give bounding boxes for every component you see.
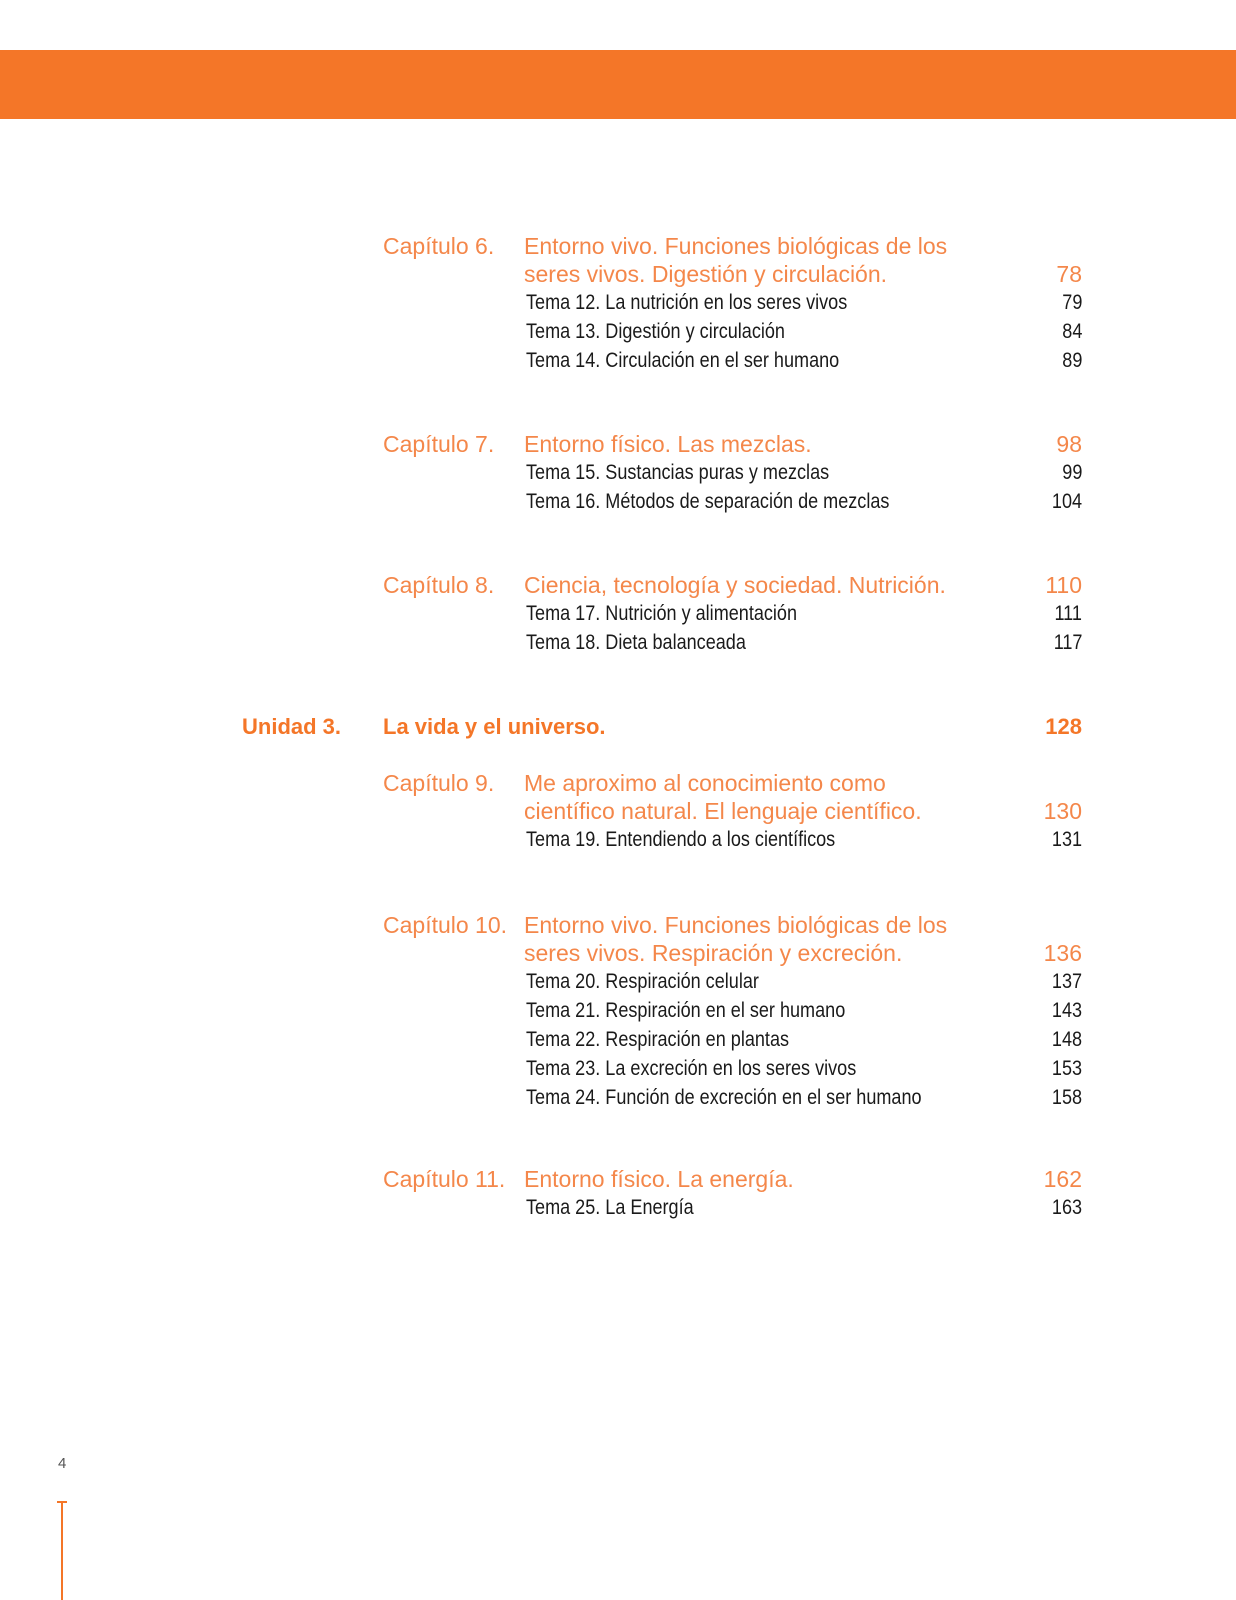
chapter-title: científico natural. El lenguaje científico. xyxy=(524,798,922,824)
chapter-page: 98 xyxy=(1056,431,1082,457)
chapter-title: Entorno físico. Las mezclas. xyxy=(524,431,812,457)
unit-title: La vida y el universo. xyxy=(383,714,606,739)
chapter-label: Capítulo 8. xyxy=(383,572,495,598)
chapter-page: 110 xyxy=(1045,572,1082,598)
unit-label: Unidad 3. xyxy=(242,714,342,739)
tema-label: Tema 14. Circulación en el ser humano xyxy=(526,349,840,372)
header-band xyxy=(0,50,1236,119)
chapter-title: Entorno físico. La energía. xyxy=(524,1166,794,1192)
tema-page: 99 xyxy=(1061,461,1082,484)
chapter-label: Capítulo 9. xyxy=(383,770,495,796)
chapter-title: Entorno vivo. Funciones biológicas de los xyxy=(524,233,948,259)
tema-page: 84 xyxy=(1061,320,1082,343)
chapter-page: 130 xyxy=(1043,798,1082,824)
margin-line xyxy=(61,1501,63,1600)
tema-label: Tema 16. Métodos de separación de mezclas xyxy=(526,490,890,513)
chapter-page: 162 xyxy=(1043,1166,1082,1192)
chapter-title: Entorno vivo. Funciones biológicas de los xyxy=(524,912,948,938)
tema-page: 117 xyxy=(1053,631,1082,654)
tema-page: 143 xyxy=(1051,999,1082,1022)
unit-page: 128 xyxy=(1045,714,1082,739)
chapter-label: Capítulo 7. xyxy=(383,431,495,457)
tema-label: Tema 20. Respiración celular xyxy=(526,970,759,993)
tema-label: Tema 22. Respiración en plantas xyxy=(526,1028,790,1051)
tema-page: 111 xyxy=(1054,602,1082,625)
chapter-title: seres vivos. Respiración y excreción. xyxy=(524,940,903,966)
tema-label: Tema 18. Dieta balanceada xyxy=(526,631,746,654)
chapter-title: Ciencia, tecnología y sociedad. Nutrición. xyxy=(524,572,946,598)
tema-label: Tema 13. Digestión y circulación xyxy=(526,320,785,343)
tema-page: 158 xyxy=(1051,1086,1082,1109)
tema-label: Tema 17. Nutrición y alimentación xyxy=(526,602,798,625)
tema-page: 104 xyxy=(1051,490,1082,513)
tema-label: Tema 25. La Energía xyxy=(526,1196,694,1219)
chapter-title: seres vivos. Digestión y circulación. xyxy=(524,261,888,287)
tema-page: 163 xyxy=(1051,1196,1082,1219)
page-number: 4 xyxy=(58,1455,67,1472)
tema-label: Tema 15. Sustancias puras y mezclas xyxy=(526,461,830,484)
tema-page: 131 xyxy=(1051,828,1082,851)
tema-page: 79 xyxy=(1061,291,1082,314)
chapter-label: Capítulo 6. xyxy=(383,233,495,259)
tema-page: 153 xyxy=(1051,1057,1082,1080)
tema-label: Tema 19. Entendiendo a los científicos xyxy=(526,828,836,851)
tema-label: Tema 23. La excreción en los seres vivos xyxy=(526,1057,857,1080)
chapter-label: Capítulo 10. xyxy=(383,912,508,938)
chapter-label: Capítulo 11. xyxy=(383,1166,506,1192)
tema-label: Tema 24. Función de excreción en el ser humano xyxy=(526,1086,922,1109)
chapter-page: 78 xyxy=(1056,261,1082,287)
tema-label: Tema 21. Respiración en el ser humano xyxy=(526,999,846,1022)
chapter-title: Me aproximo al conocimiento como xyxy=(524,770,886,796)
chapter-page: 136 xyxy=(1043,940,1082,966)
tema-page: 89 xyxy=(1061,349,1082,372)
tema-page: 148 xyxy=(1051,1028,1082,1051)
tema-label: Tema 12. La nutrición en los seres vivos xyxy=(526,291,848,314)
tema-page: 137 xyxy=(1051,970,1082,993)
